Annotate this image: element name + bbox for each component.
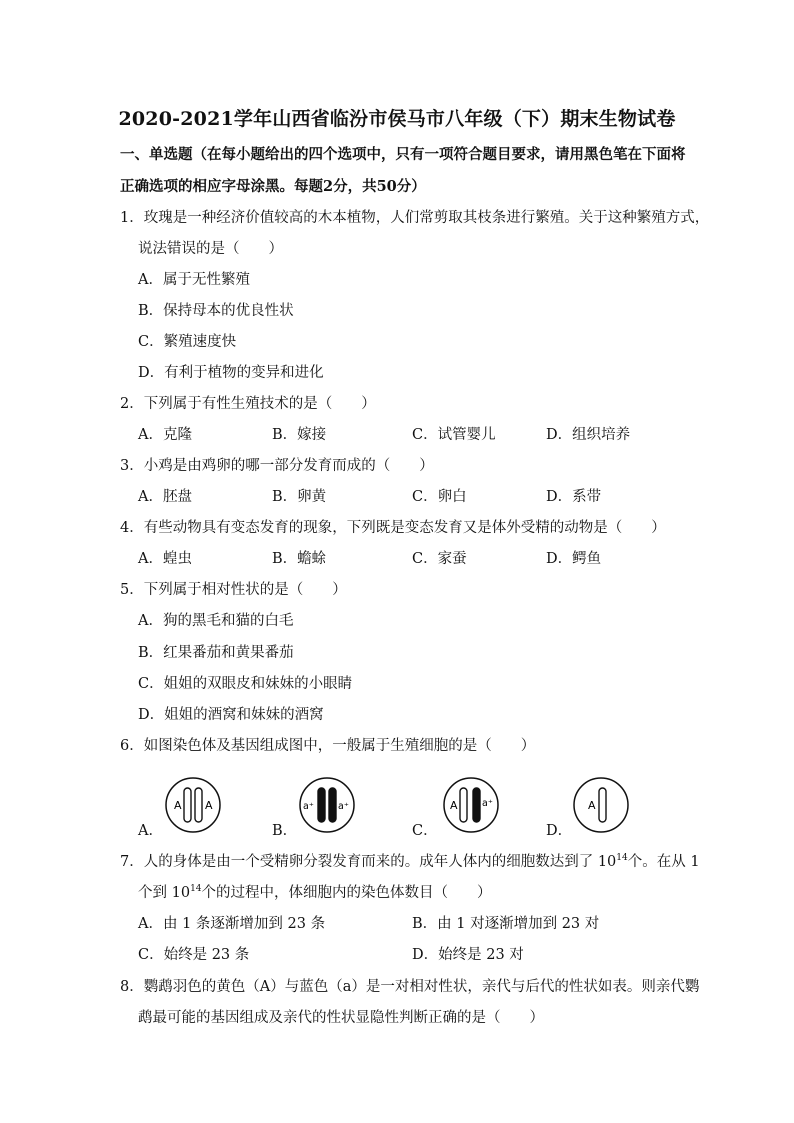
- q7-exponent: 14: [616, 853, 628, 863]
- q4-option-d[interactable]: D．鳄鱼: [546, 551, 602, 567]
- q2-option-d[interactable]: D．组织培养: [546, 427, 631, 443]
- q5-option-c[interactable]: C．姐姐的双眼皮和妹妹的小眼睛: [138, 676, 353, 692]
- q6-option-d[interactable]: D．: [546, 823, 573, 839]
- q7-text: 7．人的身体是由一个受精卵分裂发育而来的。成年人体内的细胞数达到了 10: [120, 854, 617, 870]
- page-title: 2020-2021学年山西省临汾市侯马市八年级（下）期末生物试卷: [118, 108, 676, 130]
- q5-stem: 5．下列属于相对性状的是（ ）: [120, 582, 347, 598]
- gene-label: A: [588, 799, 596, 812]
- q1-option-b[interactable]: B．保持母本的优良性状: [138, 303, 294, 319]
- q3-stem: 3．小鸡是由鸡卵的哪一部分发育而成的（ ）: [120, 458, 434, 474]
- q6-option-c[interactable]: C．: [412, 823, 438, 839]
- q1-stem-line2: 说法错误的是（ ）: [138, 241, 283, 257]
- q2-stem: 2．下列属于有性生殖技术的是（ ）: [120, 396, 376, 412]
- q5-option-a[interactable]: A．狗的黑毛和猫的白毛: [138, 613, 294, 629]
- q6-stem: 6．如图染色体及基因组成图中，一般属于生殖细胞的是（ ）: [120, 738, 536, 754]
- gene-label: a⁺: [303, 801, 314, 812]
- gene-label: a⁺: [338, 801, 349, 812]
- q2-option-b[interactable]: B．嫁接: [272, 427, 327, 443]
- gene-label: a⁺: [482, 798, 493, 809]
- gene-label: A: [450, 799, 458, 812]
- q7-text: 个。在从 1: [627, 854, 700, 870]
- q5-option-d[interactable]: D．姐姐的酒窝和妹妹的酒窝: [138, 707, 324, 723]
- q7-option-d[interactable]: D．始终是 23 对: [412, 947, 524, 963]
- q7-text: 个的过程中，体细胞内的染色体数目（ ）: [201, 885, 492, 901]
- q7-stem-line2: [138, 883, 492, 905]
- section-heading-line1: 一、单选题（在每小题给出的四个选项中，只有一项符合题目要求，请用黑色笔在下面将: [120, 146, 686, 163]
- gene-label: A: [205, 799, 213, 812]
- q2-option-c[interactable]: C．试管婴儿: [412, 427, 496, 443]
- q3-option-c[interactable]: C．卵白: [412, 489, 467, 505]
- section-heading-line2: 正确选项的相应字母涂黑。每题2分，共50分）: [120, 178, 426, 195]
- gene-label: A: [174, 799, 182, 812]
- q7-text: 个到 10: [138, 885, 191, 901]
- q3-option-d[interactable]: D．系带: [546, 489, 602, 505]
- q4-option-a[interactable]: A．蝗虫: [138, 551, 192, 567]
- q7-exponent: 14: [190, 884, 202, 894]
- q2-option-a[interactable]: A．克隆: [138, 427, 192, 443]
- q7-stem-line1: [120, 852, 700, 874]
- q4-option-c[interactable]: C．家蚕: [412, 551, 467, 567]
- q3-option-b[interactable]: B．卵黄: [272, 489, 327, 505]
- q7-option-b[interactable]: B．由 1 对逐渐增加到 23 对: [412, 916, 600, 932]
- cell-diagram-d: [572, 776, 630, 834]
- q3-option-a[interactable]: A．胚盘: [138, 489, 192, 505]
- q4-option-b[interactable]: B．蟾蜍: [272, 551, 327, 567]
- q8-stem-line1: 8．鹦鹉羽色的黄色（A）与蓝色（a）是一对相对性状，亲代与后代的性状如表。则亲代鹦: [120, 979, 700, 995]
- q7-option-a[interactable]: A．由 1 条逐渐增加到 23 条: [138, 916, 326, 932]
- q1-option-a[interactable]: A．属于无性繁殖: [138, 272, 250, 288]
- cell-diagram-b: [298, 776, 356, 834]
- q1-option-c[interactable]: C．繁殖速度快: [138, 334, 237, 350]
- cell-diagram-c: [442, 776, 500, 834]
- q1-stem-line1: 1．玫瑰是一种经济价值较高的木本植物，人们常剪取其枝条进行繁殖。关于这种繁殖方式，: [120, 210, 710, 226]
- q4-stem: 4．有些动物具有变态发育的现象，下列既是变态发育又是体外受精的动物是（ ）: [120, 520, 666, 536]
- q8-stem-line2: 鹉最可能的基因组成及亲代的性状显隐性判断正确的是（ ）: [138, 1010, 544, 1026]
- q6-option-a[interactable]: A．: [138, 823, 163, 839]
- q7-option-c[interactable]: C．始终是 23 条: [138, 947, 250, 963]
- q5-option-b[interactable]: B．红果番茄和黄果番茄: [138, 645, 294, 661]
- q6-option-b[interactable]: B．: [272, 823, 298, 839]
- cell-diagram-a: [164, 776, 222, 834]
- q1-option-d[interactable]: D．有利于植物的变异和进化: [138, 365, 324, 381]
